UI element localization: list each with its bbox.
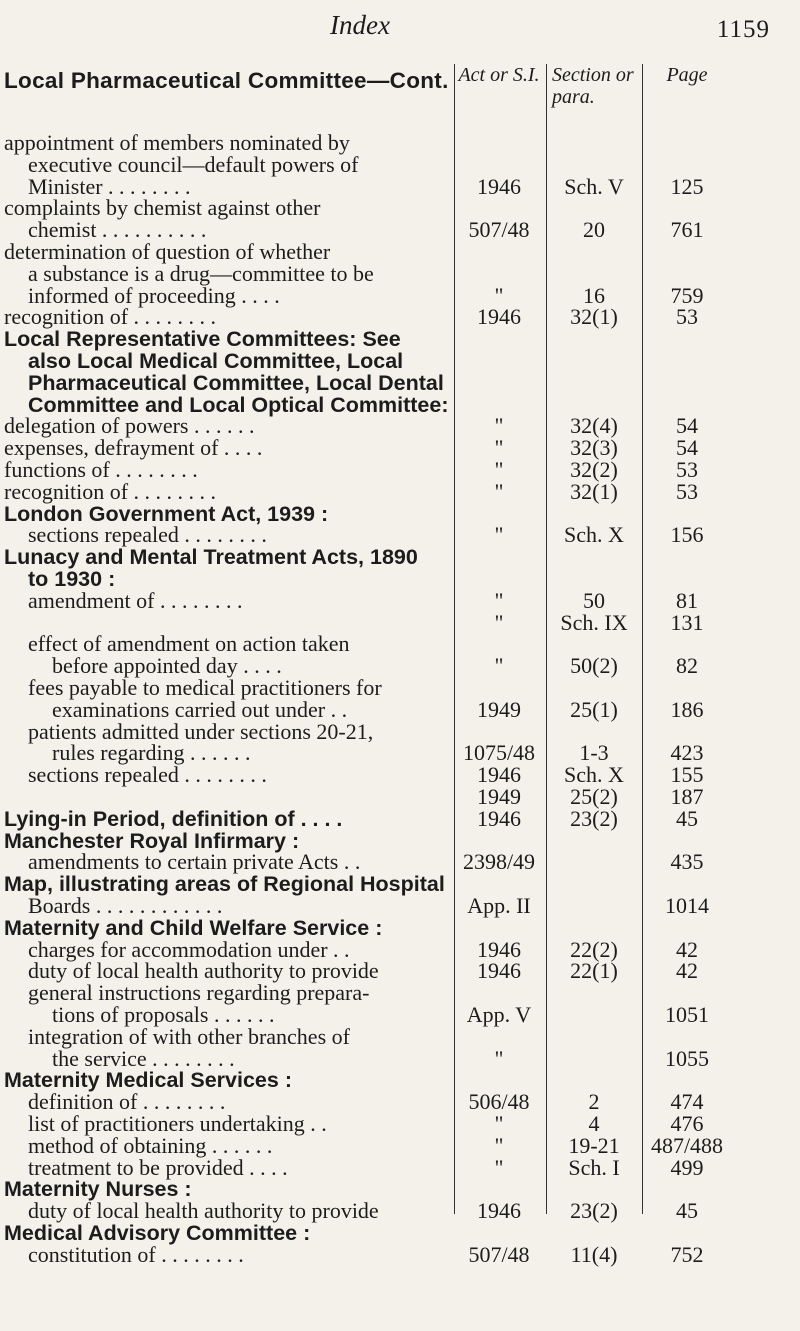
entry-heading: Pharmaceutical Committee, Local Dental (28, 370, 444, 395)
entry-heading: Committee and Local Optical Committee: (28, 392, 449, 417)
entry-text: Minister . . . . . . . . (28, 173, 191, 199)
entry-text: duty of local health authority to provide (28, 958, 379, 984)
entry-section: 32(1) (570, 304, 618, 330)
entry-text: executive council—default powers of (28, 151, 359, 177)
entry-text: fees payable to medical practitioners for (28, 675, 382, 700)
entry-page: 125 (670, 173, 704, 199)
entry-act: " (494, 435, 504, 461)
entry-section: 23(2) (570, 1198, 618, 1224)
entry-act: 506/48 (468, 1089, 530, 1115)
entry-act: 1946 (477, 304, 521, 330)
entry-page: 54 (676, 413, 698, 439)
entry-page: 476 (670, 1111, 704, 1136)
entry-page: 53 (676, 304, 698, 330)
entry-section: 25(2) (570, 784, 618, 809)
entry-text: method of obtaining . . . . . . (28, 1132, 273, 1158)
entry-text: informed of proceeding . . . . (28, 282, 280, 308)
entry-page: 156 (670, 522, 704, 548)
entry-act: " (494, 282, 504, 308)
entry-act: 1946 (477, 762, 521, 788)
entry-text: effect of amendment on action taken (28, 631, 350, 657)
entry-page: 131 (670, 609, 704, 635)
entry-act: " (494, 413, 504, 439)
entry-page: 474 (670, 1089, 704, 1115)
entry-page: 1014 (665, 893, 709, 918)
entry-section: 32(3) (570, 435, 618, 461)
entry-page: 53 (676, 478, 698, 504)
entry-heading: Local Representative Committees: See (4, 327, 401, 352)
entry-section: 25(1) (570, 696, 618, 722)
entry-text: a substance is a drug—committee to be (28, 260, 374, 286)
entry-text: appointment of members nominated by (4, 130, 350, 155)
entry-act: " (494, 653, 504, 679)
entry-text: amendments to certain private Acts . . (28, 849, 361, 875)
entry-section: 11(4) (570, 1241, 618, 1267)
entry-act: 1946 (477, 936, 521, 962)
entry-text: tions of proposals . . . . . . (52, 1002, 275, 1027)
entry-text: rules regarding . . . . . . (52, 740, 251, 766)
entry-act: " (494, 522, 504, 548)
entry-act: " (494, 1111, 504, 1136)
entry-text: integration of with other branches of (28, 1023, 350, 1049)
entry-text: constitution of . . . . . . . . (28, 1241, 244, 1267)
entry-act: 1949 (477, 696, 521, 722)
entry-section: 50(2) (570, 653, 618, 679)
entry-text: delegation of powers . . . . . . (4, 413, 255, 439)
entry-heading: Manchester Royal Infirmary : (4, 828, 300, 853)
entry-section: 19-21 (568, 1132, 620, 1158)
entry-act: " (494, 478, 504, 504)
entry-text: treatment to be provided . . . . (28, 1154, 288, 1180)
entry-page: 45 (676, 805, 698, 831)
entry-act: 507/48 (468, 1241, 530, 1267)
entry-act: 1946 (477, 173, 521, 199)
entry-text: patients admitted under sections 20-21, (28, 718, 374, 744)
entry-text: sections repealed . . . . . . . . (28, 522, 267, 548)
entry-page: 45 (676, 1198, 698, 1224)
entry-text: amendment of . . . . . . . . (28, 587, 243, 613)
entry-heading: to 1930 : (28, 567, 116, 591)
page-heading: Local Pharmaceutical Committee—Cont. (4, 68, 449, 93)
entry-heading: Maternity Nurses : (4, 1177, 192, 1202)
entry-section: 22(2) (570, 936, 618, 962)
running-head-title: Index (330, 10, 390, 40)
entry-text: Boards . . . . . . . . . . . . (28, 893, 223, 918)
entry-section: 32(1) (570, 478, 618, 504)
entry-heading: also Local Medical Committee, Local (28, 349, 404, 373)
index-entry (0, 1242, 800, 1268)
entry-text: before appointed day . . . . (52, 653, 282, 679)
entry-page: 187 (670, 784, 704, 809)
entry-text: examinations carried out under . . (52, 696, 348, 722)
entry-page: 155 (670, 762, 704, 788)
entry-text: functions of . . . . . . . . (4, 457, 198, 482)
entry-page: 42 (676, 936, 698, 962)
entry-act: 2398/49 (462, 849, 536, 875)
entry-heading: Map, illustrating areas of Regional Hospital (4, 872, 445, 897)
entry-section: 22(1) (570, 958, 618, 984)
entry-text: chemist . . . . . . . . . . (28, 217, 207, 243)
entry-act: App. II (467, 893, 531, 918)
entry-text: complaints by chemist against other (4, 195, 321, 221)
entry-section: Sch. X (564, 522, 624, 548)
entry-text: charges for accommodation under . . (28, 936, 350, 962)
entry-act: 1075/48 (462, 740, 536, 766)
entry-section: Sch. I (568, 1154, 620, 1180)
entry-heading: London Government Act, 1939 : (4, 501, 329, 526)
entry-text: recognition of . . . . . . . . (4, 478, 217, 504)
page-number: 1159 (716, 16, 770, 43)
entry-section: 32(2) (570, 457, 618, 482)
entry-section: 16 (583, 282, 605, 308)
entry-section: 1-3 (579, 740, 609, 766)
entry-section: 2 (588, 1089, 600, 1115)
entry-section: 23(2) (570, 805, 618, 831)
entry-act: 1949 (477, 784, 521, 809)
column-header-act: Act or S.I. (458, 64, 540, 86)
running-head (0, 8, 800, 48)
entry-text: expenses, defrayment of . . . . (4, 435, 263, 461)
entry-act: " (494, 1045, 504, 1071)
entry-text: definition of . . . . . . . . (28, 1089, 226, 1115)
entry-page: 186 (670, 696, 704, 722)
entry-text: general instructions regarding prepara- (28, 980, 370, 1006)
entry-act: " (494, 457, 504, 482)
entry-act: 1946 (477, 1198, 521, 1224)
entry-page: 759 (670, 282, 704, 308)
column-header-section: Section or para. (552, 64, 634, 108)
entry-page: 487/488 (650, 1132, 724, 1158)
entry-act: 507/48 (468, 217, 530, 243)
entry-text: recognition of . . . . . . . . (4, 304, 217, 330)
entry-act: " (494, 587, 504, 613)
entry-act: 1946 (477, 958, 521, 984)
entry-heading: Maternity and Child Welfare Service : (4, 915, 383, 940)
entry-text: list of practitioners undertaking . . (28, 1111, 327, 1136)
column-header-page: Page (666, 64, 708, 86)
entry-act: " (494, 1154, 504, 1180)
entry-page: 42 (676, 958, 698, 984)
entry-page: 435 (670, 849, 704, 875)
entry-heading: Medical Advisory Committee : (4, 1221, 311, 1245)
entry-section: Sch. IX (560, 609, 628, 635)
entry-page: 53 (676, 457, 698, 482)
entry-page: 1055 (665, 1045, 709, 1071)
entry-page: 82 (676, 653, 698, 679)
entry-act: " (494, 1132, 504, 1158)
entry-text: determination of question of whether (4, 239, 331, 264)
entry-section: Sch. X (564, 762, 624, 788)
entry-section: Sch. V (564, 173, 624, 199)
entry-page: 499 (670, 1154, 704, 1180)
entry-page: 81 (676, 587, 698, 613)
entry-section: 20 (583, 217, 605, 243)
entry-heading: Lying-in Period, definition of . . . . (4, 806, 343, 831)
entry-section: 32(4) (570, 413, 618, 439)
entry-page: 54 (676, 435, 698, 461)
entry-act: 1946 (477, 805, 521, 831)
entry-page: 752 (670, 1241, 704, 1267)
entry-heading: Lunacy and Mental Treatment Acts, 1890 (4, 545, 418, 570)
entry-page: 1051 (665, 1002, 709, 1027)
entry-act: " (494, 609, 504, 635)
entry-act: App. V (466, 1002, 532, 1027)
entry-text: the service . . . . . . . . (52, 1045, 235, 1071)
entry-text: duty of local health authority to provide (28, 1198, 379, 1224)
entry-section: 4 (588, 1111, 600, 1136)
entry-heading: Maternity Medical Services : (4, 1068, 292, 1093)
entry-page: 423 (670, 740, 704, 766)
entry-page: 761 (670, 217, 704, 243)
entry-section: 50 (583, 587, 605, 613)
entry-text: sections repealed . . . . . . . . (28, 762, 267, 788)
